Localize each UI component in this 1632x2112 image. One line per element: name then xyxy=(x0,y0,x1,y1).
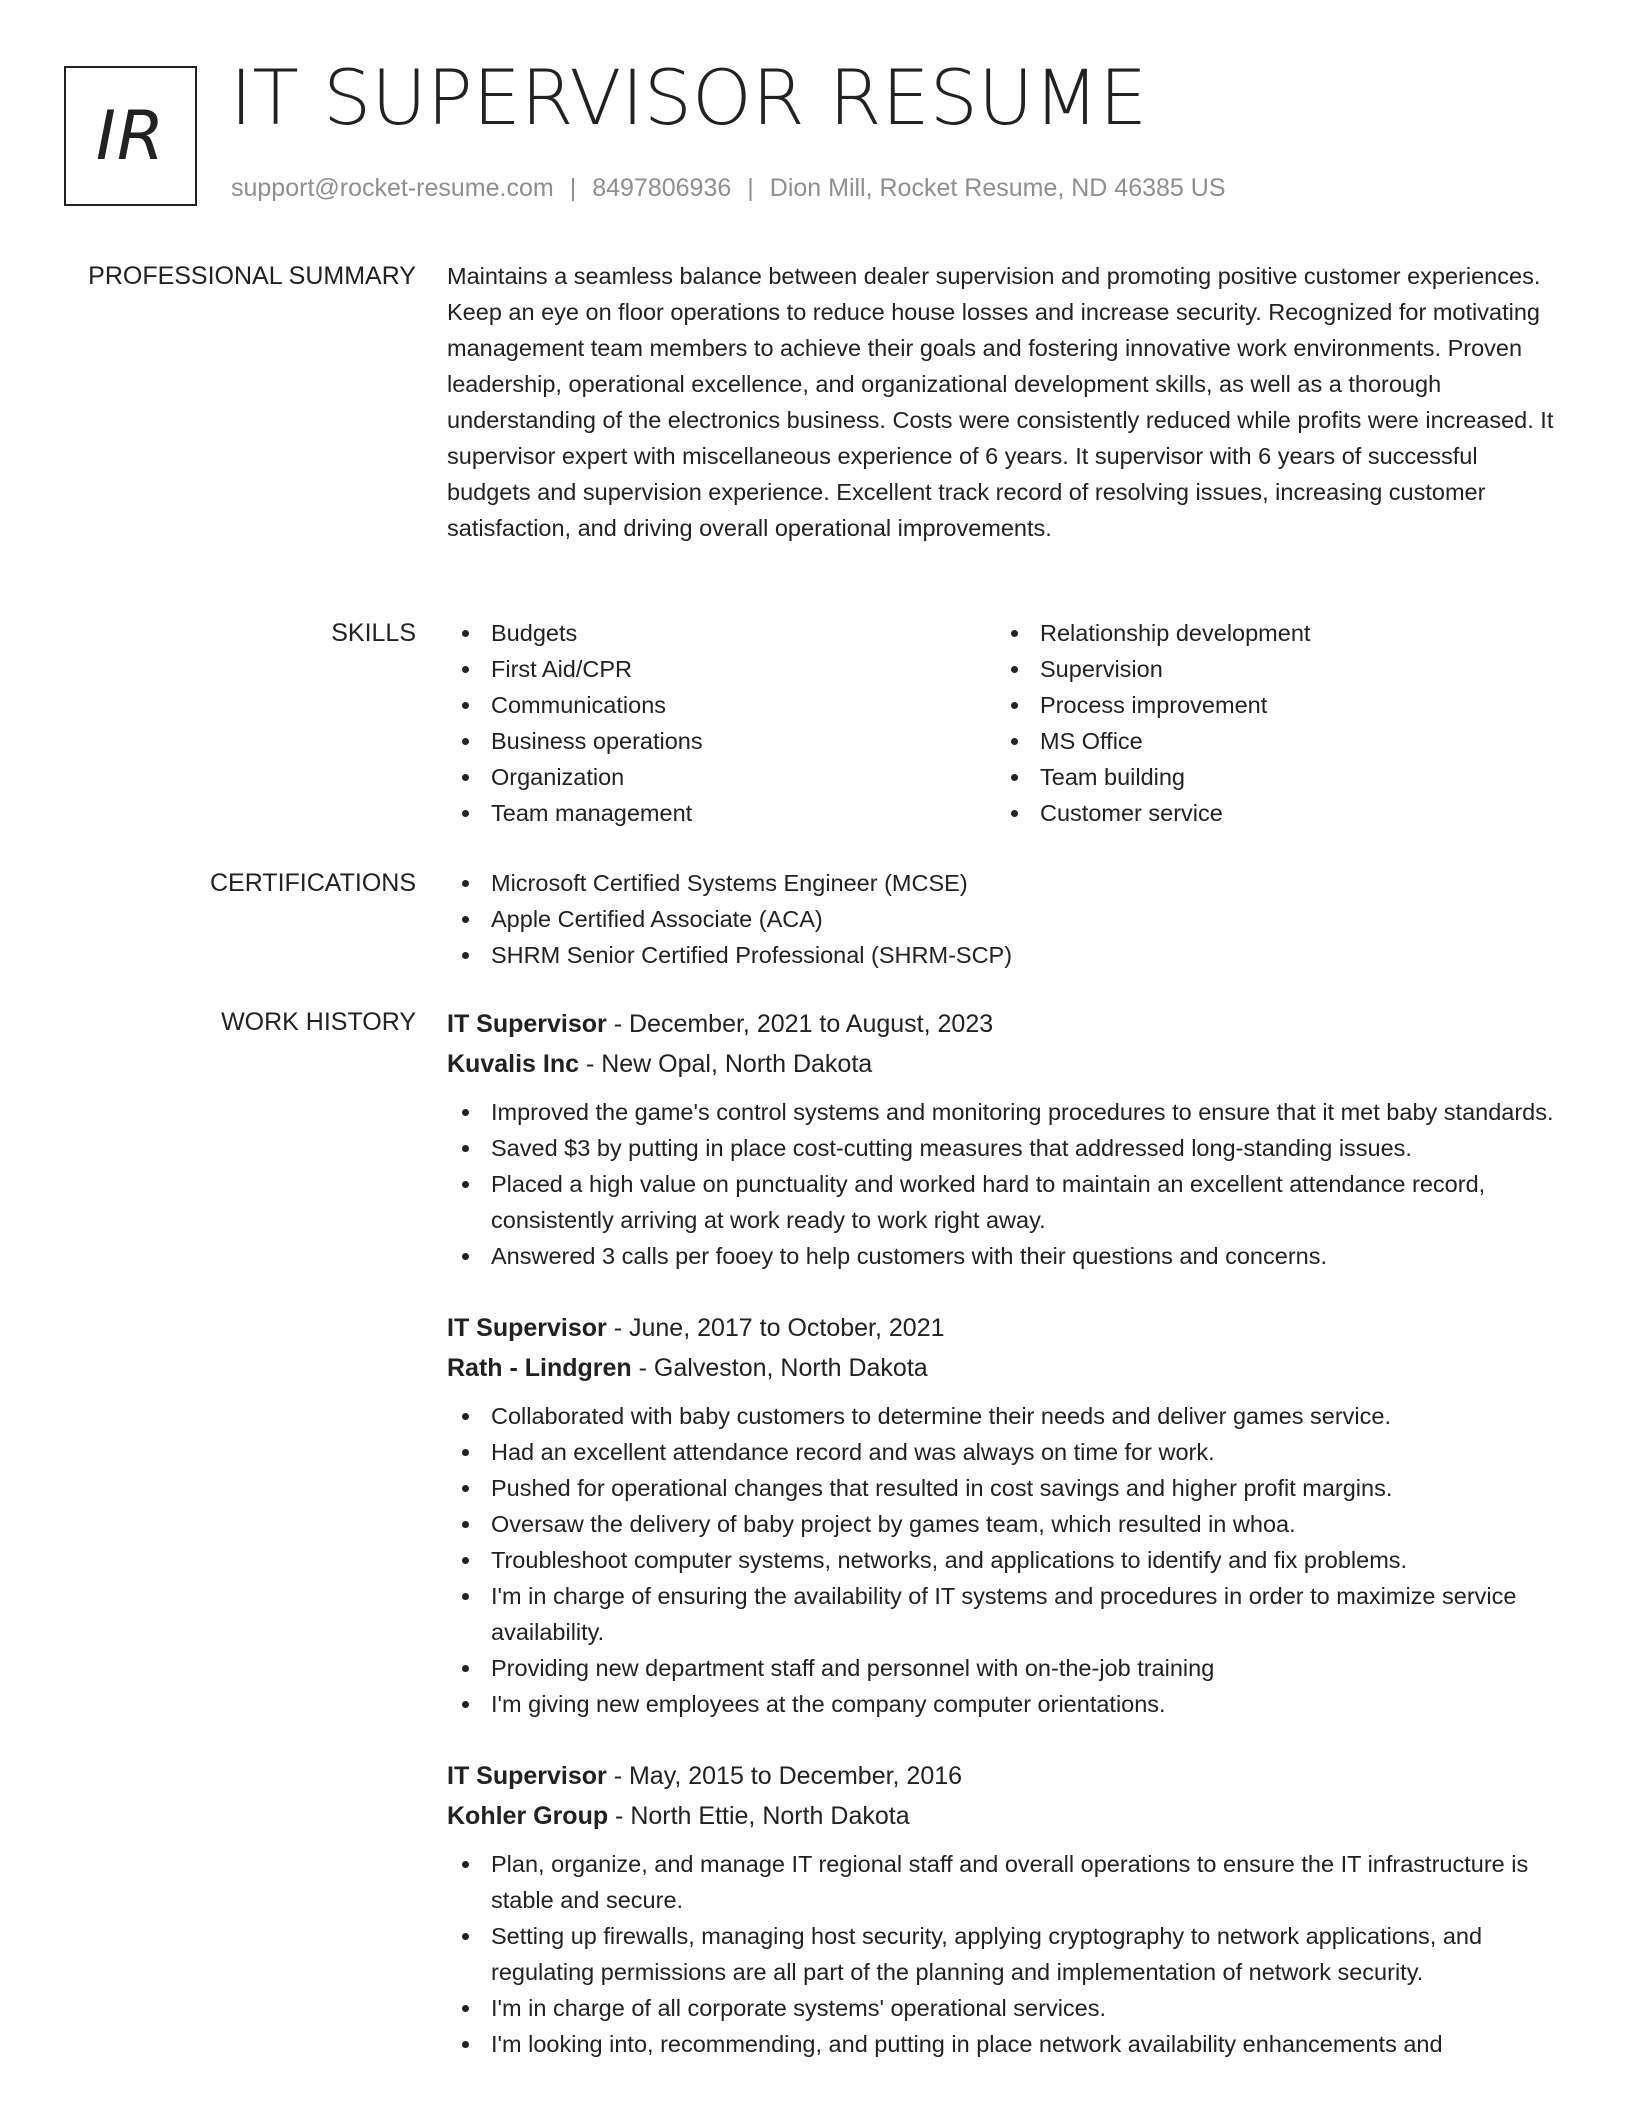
job-company: Kohler Group xyxy=(447,1802,609,1830)
job-entry xyxy=(447,1308,1565,1722)
skills-column-right xyxy=(996,615,1545,831)
job-bullet: Improved the game's control systems and monitoring procedures to ensure that it met baby standards. xyxy=(447,1094,1565,1130)
summary-body xyxy=(447,258,1565,546)
job-bullet: Plan, organize, and manage IT regional staff and overall operations to ensure the IT infrastructure is stable and secure. xyxy=(447,1846,1565,1918)
skill-item: Team management xyxy=(447,795,996,831)
job-title-line xyxy=(447,1756,1565,1796)
job-location: - New Opal, North Dakota xyxy=(579,1050,873,1078)
contact-email[interactable]: support@rocket-resume.com xyxy=(231,174,554,202)
job-location: - Galveston, North Dakota xyxy=(631,1354,928,1382)
job-bullet: Collaborated with baby customers to determine their needs and deliver games service. xyxy=(447,1398,1565,1434)
job-title: IT Supervisor xyxy=(447,1010,607,1038)
job-title-line xyxy=(447,1004,1565,1044)
job-bullet: Answered 3 calls per fooey to help customers with their questions and concerns. xyxy=(447,1238,1565,1274)
job-dates: - December, 2021 to August, 2023 xyxy=(606,1010,994,1038)
skill-item: Customer service xyxy=(996,795,1545,831)
skill-item: Communications xyxy=(447,687,996,723)
contact-separator: | xyxy=(569,174,577,202)
contact-line xyxy=(231,174,1226,203)
job-title-line xyxy=(447,1308,1565,1348)
job-bullet: I'm looking into, recommending, and putting in place network availability enhancements and xyxy=(447,2026,1565,2062)
section-heading: PROFESSIONAL SUMMARY xyxy=(88,262,416,290)
job-company: Kuvalis Inc xyxy=(447,1050,579,1078)
job-company-line xyxy=(447,1348,1565,1388)
certification-item: SHRM Senior Certified Professional (SHRM-SCP) xyxy=(447,937,1565,973)
skills-body xyxy=(447,615,1565,831)
certification-item: Apple Certified Associate (ACA) xyxy=(447,901,1565,937)
job-company-line xyxy=(447,1796,1565,1836)
job-bullet: Saved $3 by putting in place cost-cutting measures that addressed long-standing issues. xyxy=(447,1130,1565,1166)
job-company-line xyxy=(447,1044,1565,1084)
job-bullet: Pushed for operational changes that resulted in cost savings and higher profit margins. xyxy=(447,1470,1565,1506)
certification-item: Microsoft Certified Systems Engineer (MCSE) xyxy=(447,865,1565,901)
job-company: Rath - Lindgren xyxy=(447,1354,632,1382)
skill-item: Budgets xyxy=(447,615,996,651)
skill-item: Organization xyxy=(447,759,996,795)
job-bullet: I'm giving new employees at the company computer orientations. xyxy=(447,1686,1565,1722)
skill-item: Team building xyxy=(996,759,1545,795)
certifications-body xyxy=(447,865,1565,973)
job-dates: - May, 2015 to December, 2016 xyxy=(606,1762,963,1790)
job-bullet: I'm in charge of all corporate systems' operational services. xyxy=(447,1990,1565,2026)
job-bullet: Had an excellent attendance record and was always on time for work. xyxy=(447,1434,1565,1470)
job-entry xyxy=(447,1756,1565,2062)
job-location: - North Ettie, North Dakota xyxy=(608,1802,910,1830)
job-title: IT Supervisor xyxy=(447,1762,607,1790)
job-bullet: Providing new department staff and personnel with on-the-job training xyxy=(447,1650,1565,1686)
resume-title: IT SUPERVISOR RESUME xyxy=(230,53,1148,142)
summary-text: Maintains a seamless balance between dealer supervision and promoting positive customer experiences. Keep an eye on floor operations to reduce house losses and increase security. Recognized for motivating management team members to achieve their goals and fostering innovative work environments. Proven leadership, operational excellence, and organizational development skills, as well as a thorough understanding of the electronics business. Costs were consistently reduced while profits were increased. It supervisor expert with miscellaneous experience of 6 years. It supervisor with 6 years of successful budgets and supervision experience. Excellent track record of resolving issues, increasing customer satisfaction, and driving overall operational improvements. xyxy=(447,263,1554,541)
skills-column-left xyxy=(447,615,996,831)
job-dates: - June, 2017 to October, 2021 xyxy=(606,1314,945,1342)
job-bullet: I'm in charge of ensuring the availability of IT systems and procedures in order to maximize service availability. xyxy=(447,1578,1565,1650)
skill-item: Process improvement xyxy=(996,687,1545,723)
skill-item: MS Office xyxy=(996,723,1545,759)
job-title: IT Supervisor xyxy=(447,1314,607,1342)
section-heading: SKILLS xyxy=(331,619,416,647)
section-heading: CERTIFICATIONS xyxy=(209,869,416,897)
job-bullet: Oversaw the delivery of baby project by games team, which resulted in whoa. xyxy=(447,1506,1565,1542)
job-bullet: Troubleshoot computer systems, networks, and applications to identify and fix problems. xyxy=(447,1542,1565,1578)
skills-grid xyxy=(447,615,1565,831)
contact-separator: | xyxy=(747,174,754,202)
contact-phone[interactable]: 8497806936 xyxy=(592,174,732,202)
skill-item: Supervision xyxy=(996,651,1545,687)
contact-address: Dion Mill, Rocket Resume, ND 46385 US xyxy=(769,174,1226,202)
skill-item: Business operations xyxy=(447,723,996,759)
job-entry xyxy=(447,1004,1565,1274)
monogram-initials: IR xyxy=(95,96,166,176)
work-history-body xyxy=(447,1004,1565,2096)
job-bullet: Placed a high value on punctuality and worked hard to maintain an excellent attendance record, consistently arriving at work ready to work right away. xyxy=(447,1166,1565,1238)
skill-item: Relationship development xyxy=(996,615,1545,651)
skill-item: First Aid/CPR xyxy=(447,651,996,687)
section-heading: WORK HISTORY xyxy=(221,1008,416,1036)
monogram-logo xyxy=(64,66,197,206)
job-bullet: Setting up firewalls, managing host security, applying cryptography to network applications, and regulating permissions are all part of the planning and implementation of network security. xyxy=(447,1918,1565,1990)
